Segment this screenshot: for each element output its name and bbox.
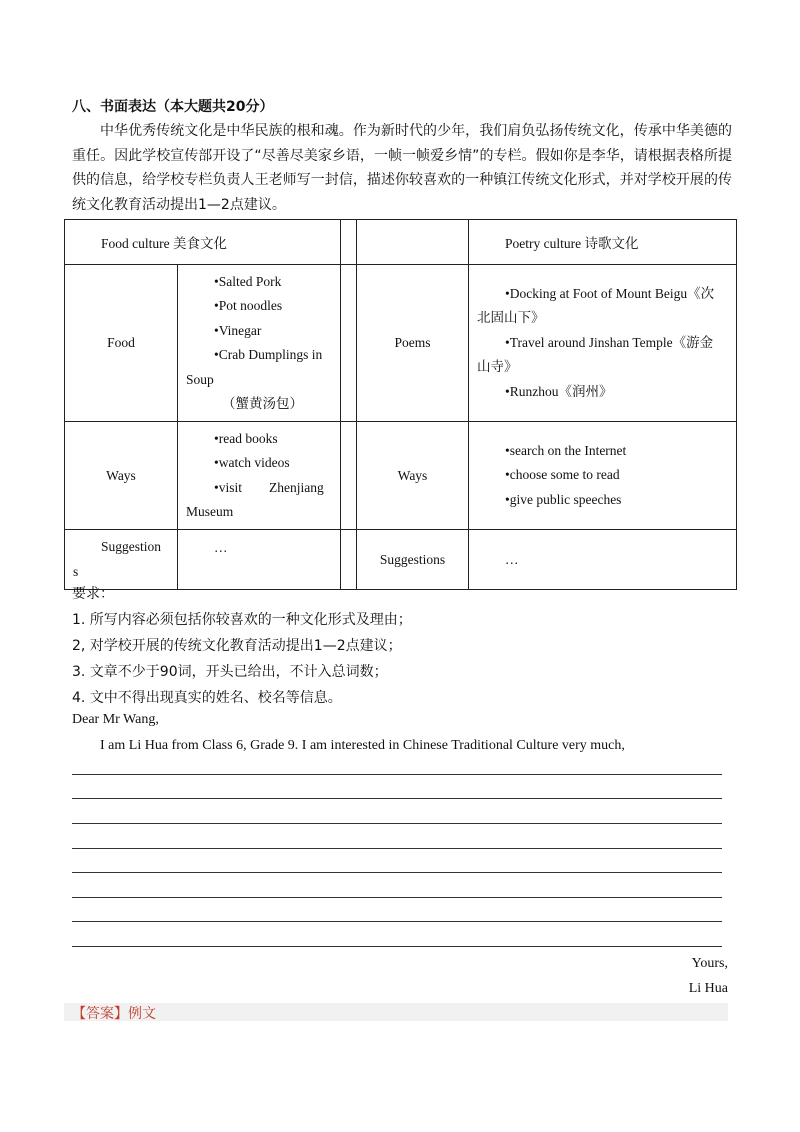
- list-item: •Salted Pork: [214, 273, 282, 289]
- food-ways-cell: [178, 422, 341, 530]
- list-item: •choose some to read: [505, 467, 620, 483]
- answer-line[interactable]: [72, 798, 722, 799]
- poems-label: Poems: [357, 265, 469, 422]
- list-item: •Vinegar: [214, 322, 262, 338]
- poems-items-cell: [469, 265, 737, 422]
- requirement-item: 1. 所写内容必须包括你较喜欢的一种文化形式及理由；: [72, 612, 412, 628]
- list-item: •Pot noodles: [214, 298, 283, 313]
- list-item: （蟹黄汤包）: [222, 396, 303, 411]
- answer-line[interactable]: [72, 897, 722, 898]
- food-items-cell: [178, 265, 341, 422]
- signature: Li Hua: [688, 981, 728, 996]
- culture-info-table: [64, 219, 737, 590]
- suggestions-value: …: [469, 530, 737, 590]
- requirement-item: 4. 文中不得出现真实的姓名、校名等信息。: [72, 690, 342, 706]
- empty-header-cell: [357, 220, 469, 265]
- answer-line[interactable]: [72, 946, 722, 947]
- answer-line[interactable]: [72, 823, 722, 824]
- requirement-item: 3. 文章不少于90词，开头已给出，不计入总词数；: [72, 664, 388, 680]
- answer-line[interactable]: [72, 774, 722, 775]
- opening-sentence: I am Li Hua from Class 6, Grade 9. I am interested in Chinese Traditional Culture very much,: [100, 738, 625, 753]
- poetry-ways-cell: [469, 422, 737, 530]
- answer-line[interactable]: [72, 872, 722, 873]
- list-item: •visit Zhenjiang: [214, 479, 324, 495]
- suggestions-label: Suggestions: [357, 530, 469, 590]
- answer-highlight-bar: [64, 1003, 728, 1021]
- list-item: •Travel around Jinshan Temple《游金: [505, 334, 714, 350]
- suggestions-value: …: [178, 530, 341, 590]
- requirements: [72, 581, 412, 711]
- valediction: Yours,: [691, 956, 728, 971]
- list-item: •give public speeches: [505, 491, 622, 507]
- food-culture-header: Food culture 美食文化: [65, 220, 341, 265]
- letter-opening: [72, 707, 732, 759]
- table-divider-cell: [341, 220, 357, 265]
- suggestions-label: Suggestion s: [65, 530, 178, 590]
- list-item: 山寺》: [477, 359, 518, 375]
- list-item: 北固山下》: [477, 310, 545, 326]
- answer-line[interactable]: [72, 848, 722, 849]
- task-description: 中华优秀传统文化是中华民族的根和魂。作为新时代的少年，我们肩负弘扬传统文化，传承中华美德的重任。因此学校宣传部开设了“尽善尽美家乡语，一帧一帧爱乡情”的专栏。假如你是李华，请根据表格所提供的信息，给学校专栏负责人王老师写一封信，描述你较喜欢的一种镇江传统文化形式，并对学校开展的传统文化教育活动提出1—2点建议。: [72, 123, 732, 213]
- list-item: •search on the Internet: [505, 442, 627, 458]
- requirements-title: 要求：: [72, 586, 114, 602]
- list-item: Museum: [186, 504, 234, 519]
- ways-label: Ways: [65, 422, 178, 530]
- poetry-culture-header: Poetry culture 诗歌文化: [469, 220, 737, 265]
- list-item: •read books: [214, 430, 278, 446]
- list-item: •Crab Dumplings in: [214, 347, 323, 362]
- list-item: •Runzhou《润州》: [505, 383, 613, 399]
- salutation: Dear Mr Wang,: [72, 712, 159, 727]
- list-item: •watch videos: [214, 455, 290, 470]
- table-divider-cell: [341, 422, 357, 530]
- ways-label: Ways: [357, 422, 469, 530]
- list-item: •Docking at Foot of Mount Beigu《次: [505, 285, 715, 301]
- food-label: Food: [65, 265, 178, 422]
- section-heading: 八、书面表达（本大题共20分）: [72, 99, 274, 115]
- table-divider-cell: [341, 265, 357, 422]
- requirement-item: 2, 对学校开展的传统文化教育活动提出1—2点建议；: [72, 638, 402, 654]
- list-item: Soup: [186, 371, 214, 387]
- answer-line[interactable]: [72, 921, 722, 922]
- answer-label: 【答案】例文: [72, 1006, 156, 1022]
